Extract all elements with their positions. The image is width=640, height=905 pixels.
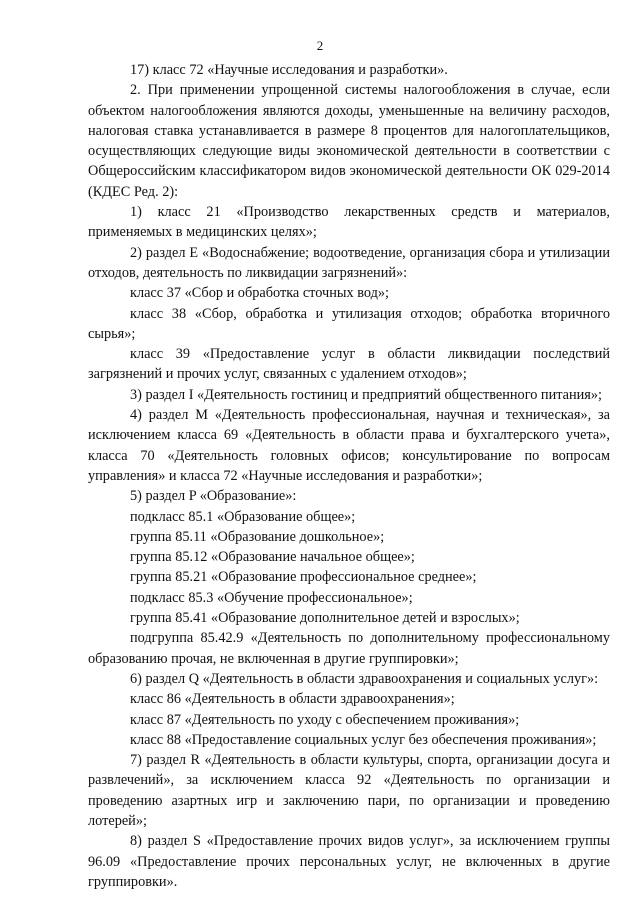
list-subitem-subclass-85-1: подкласс 85.1 «Образование общее»; (130, 508, 356, 525)
list-subitem-class-86: класс 86 «Деятельность в области здравоохранения»; (130, 691, 455, 708)
list-subitem-subclass-85-3: подкласс 85.3 «Обучение профессиональное»; (130, 589, 413, 606)
list-item-2-section-e: 2) раздел E «Водоснабжение; водоотведение, организация сбора и утилизации отходов, деятельность по ликвидации загрязнений»: (88, 244, 610, 281)
list-subitem-class-88: класс 88 «Предоставление социальных услуг без обеспечения проживания»; (130, 731, 597, 748)
list-item-6-section-q: 6) раздел Q «Деятельность в области здравоохранения и социальных услуг»: (130, 670, 599, 687)
list-subitem-class-87: класс 87 «Деятельность по уходу с обеспечением проживания»; (130, 711, 520, 728)
list-item-1-class-21: 1) класс 21 «Производство лекарственных средств и материалов, применяемых в медицинских целях»; (88, 204, 610, 241)
list-subitem-group-85-41: группа 85.41 «Образование дополнительное детей и взрослых»; (130, 610, 520, 627)
page-number: 2 (316, 38, 324, 53)
list-subitem-group-85-11: группа 85.11 «Образование дошкольное»; (130, 528, 385, 545)
list-item-4-section-m: 4) раздел M «Деятельность профессиональная, научная и техническая», за исключением класса 69 «Деятельность в области права и бухгалтерского учета», класса 70 «Деятельность головных офисов; консультирование по вопросам управления» и класса 72 «Научные исследования и разработки»; (88, 407, 610, 484)
list-subitem-class-39: класс 39 «Предоставление услуг в области ликвидации последствий загрязнений и прочих услуг, связанных с удалением отходов»; (88, 346, 610, 383)
list-item-3-section-i: 3) раздел I «Деятельность гостиниц и предприятий общественного питания»; (130, 386, 602, 403)
list-item-7-section-r: 7) раздел R «Деятельность в области культуры, спорта, организации досуга и развлечений», за исключением класса 92 «Деятельность по организации и проведению азартных игр и заключению пари, по организации и проведению лотерей»; (88, 752, 610, 829)
list-subitem-group-85-12: группа 85.12 «Образование начальное общее»; (130, 549, 415, 566)
document-body (88, 60, 610, 892)
paragraph-17-class-72: 17) класс 72 «Научные исследования и разработки». (130, 62, 448, 78)
list-subitem-group-85-21: группа 85.21 «Образование профессиональное среднее»; (130, 569, 477, 586)
list-subitem-class-37: класс 37 «Сбор и обработка сточных вод»; (130, 285, 389, 302)
list-subitem-subgroup-85-42-9: подгруппа 85.42.9 «Деятельность по дополнительному профессиональному образованию прочая, не включенная в другие группировки»; (88, 630, 610, 667)
list-item-8-section-s: 8) раздел S «Предоставление прочих видов услуг», за исключением группы 96.09 «Предоставление прочих персональных услуг, не включенных в другие группировки». (88, 833, 610, 890)
paragraph-section-2-intro: 2. При применении упрощенной системы налогообложения в случае, если объектом налогообложения являются доходы, уменьшенные на величину расходов, налоговая ставка устанавливается в размере 8 процентов для налогоплательщиков, осуществляющих следующие виды экономической деятельности в соответствии с Общероссийским классификатором видов экономической деятельности ОК 029-2014 (КДЕС Ред. 2): (88, 82, 610, 200)
list-subitem-class-38: класс 38 «Сбор, обработка и утилизация отходов; обработка вторичного сырья»; (88, 305, 610, 342)
list-item-5-section-p: 5) раздел P «Образование»: (130, 488, 297, 505)
